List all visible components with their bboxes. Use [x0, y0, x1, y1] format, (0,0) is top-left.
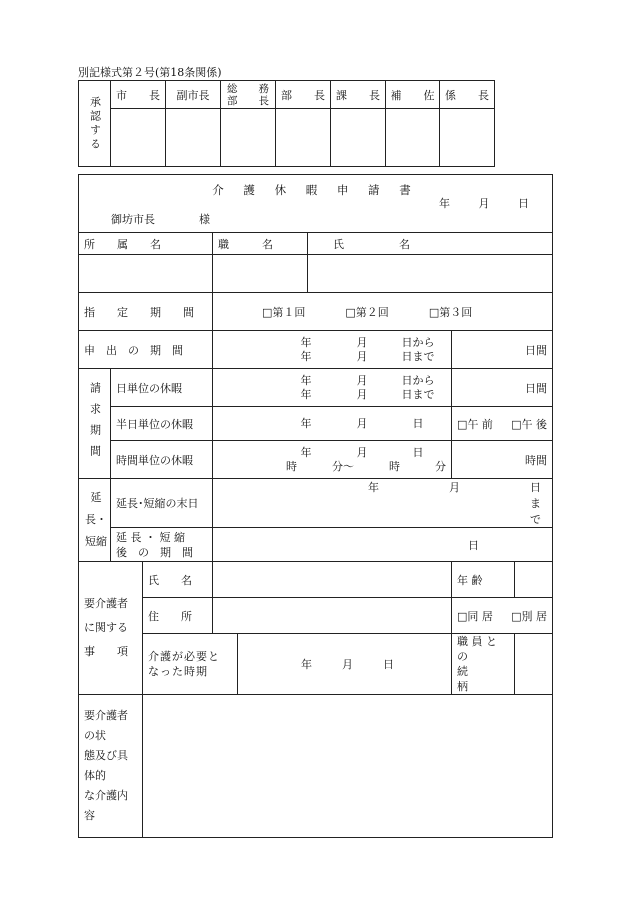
approval-side-label: 承認する [79, 81, 111, 167]
extension-after-label: 延 長 ・ 短 縮 後 の 期 間 [111, 528, 213, 562]
application-period-dates[interactable]: 年 月 日から 年 月 日まで [213, 331, 452, 369]
approval-role-assistant: 補 佐 [386, 81, 440, 109]
day-unit-label: 日単位の休暇 [111, 369, 213, 407]
extension-after-days[interactable]: 日 [213, 528, 553, 562]
care-relation-field[interactable] [515, 634, 553, 695]
stamp-box-deputy-mayor[interactable] [166, 109, 221, 167]
leave-application-form [78, 174, 553, 838]
designation-option-2[interactable]: □第２回 [345, 305, 389, 319]
care-cohabit-options [452, 598, 553, 634]
dept-field[interactable] [79, 255, 213, 293]
separate-checkbox[interactable]: □別 居 [511, 609, 548, 623]
am-checkbox[interactable]: □午 前 [457, 417, 493, 431]
addressee: 御坊市長 様 [111, 213, 210, 226]
care-name-label: 氏 名 [143, 562, 213, 598]
extension-label: 延長・短縮 [79, 479, 111, 562]
day-unit-dates[interactable]: 年 月 日から 年 月 日まで [213, 369, 452, 407]
position-label: 職 名 [213, 233, 308, 255]
stamp-box-subsection-chief[interactable] [440, 109, 495, 167]
designation-options [213, 293, 553, 331]
care-age-field[interactable] [515, 562, 553, 598]
approval-role-director: 部 長 [276, 81, 331, 109]
name-field[interactable] [308, 255, 553, 293]
pm-checkbox[interactable]: □午 後 [511, 417, 548, 431]
stamp-box-mayor[interactable] [111, 109, 166, 167]
approval-role-subsection-chief: 係 長 [440, 81, 495, 109]
care-name-field[interactable] [213, 562, 452, 598]
care-address-label: 住 所 [143, 598, 213, 634]
form-header [79, 175, 553, 233]
extension-end-date[interactable]: 年 月 日まで [213, 479, 553, 528]
hour-unit-datetime[interactable]: 年 月 日 時 分〜 時 分 [213, 441, 452, 479]
designation-label: 指 定 期 間 [79, 293, 213, 331]
hour-unit-label: 時間単位の休暇 [111, 441, 213, 479]
stamp-box-general-affairs-director[interactable] [221, 109, 276, 167]
stamp-box-assistant[interactable] [386, 109, 440, 167]
day-unit-days[interactable]: 日間 [452, 369, 553, 407]
dept-label: 所 属 名 [79, 233, 213, 255]
form-reference: 別記様式第２号(第18条関係) [78, 66, 222, 79]
half-day-date[interactable]: 年 月 日 [213, 407, 452, 441]
care-recipient-label: 要介護者 に関する 事 項 [79, 562, 143, 695]
approval-role-deputy-mayor: 副市長 [166, 81, 221, 109]
cohabit-checkbox[interactable]: □同 居 [457, 609, 493, 623]
position-field[interactable] [213, 255, 308, 293]
name-label: 氏 名 [308, 233, 553, 255]
designation-option-3[interactable]: □第３回 [428, 305, 473, 319]
extension-end-date-label: 延長･短縮の末日 [111, 479, 213, 528]
approval-role-section-chief: 課 長 [331, 81, 386, 109]
care-address-field[interactable] [213, 598, 452, 634]
request-period-label: 請求期間 [79, 369, 111, 479]
hour-unit-hours[interactable]: 時間 [452, 441, 553, 479]
care-needed-since-label: 介護が必要と なった時期 [143, 634, 238, 695]
half-day-ampm [452, 407, 553, 441]
care-relation-label: 職 員 と の 続 柄 [452, 634, 515, 695]
approval-role-mayor: 市 長 [111, 81, 166, 109]
half-day-label: 半日単位の休暇 [111, 407, 213, 441]
stamp-box-director[interactable] [276, 109, 331, 167]
application-period-days[interactable]: 日間 [452, 331, 553, 369]
approval-table [78, 80, 495, 167]
form-title: 介 護 休 暇 申 請 書 [212, 183, 419, 197]
application-date: 年 月 日 [439, 197, 529, 210]
application-period-label: 申 出 の 期 間 [79, 331, 213, 369]
care-details-label: 要介護者の状 態及び具体的 な介護内容 [79, 695, 143, 838]
care-age-label: 年 齢 [452, 562, 515, 598]
care-details-field[interactable] [143, 695, 553, 838]
care-needed-since-date[interactable]: 年 月 日 [238, 634, 452, 695]
approval-role-general-affairs-director: 総 務 部 長 [221, 81, 276, 109]
designation-option-1[interactable]: □第１回 [262, 305, 306, 319]
stamp-box-section-chief[interactable] [331, 109, 386, 167]
